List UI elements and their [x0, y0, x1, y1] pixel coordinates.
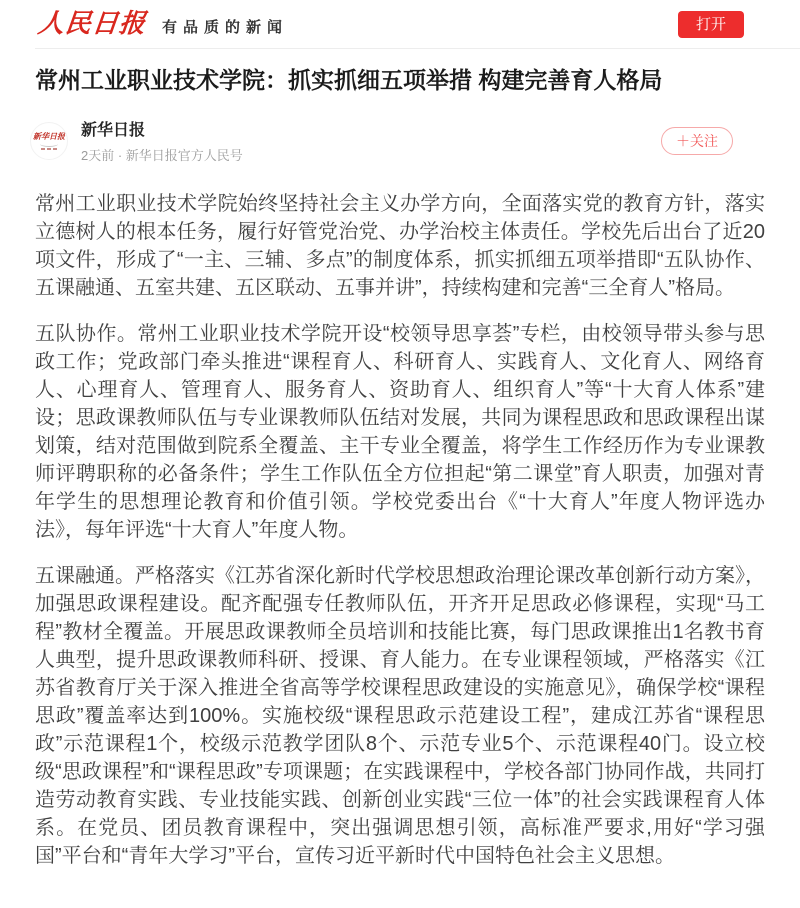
header-divider [35, 48, 800, 49]
article-paragraph-1: 常州工业职业技术学院始终坚持社会主义办学方向，全面落实党的教育方针，落实立德树人的根本任务，履行好管党治党、办学治校主体责任。学校先后出台了近20项文件，形成了“一主、三辅、多点”的制度体系，抓实抓细五项举措即“五队协作、五课融通、五室共建、五区联动、五事并讲”，持续构建和完善“三全育人”格局。 [35, 193, 765, 299]
author-meta: 2天前 · 新华日报官方人民号 [81, 148, 243, 163]
author-info [81, 117, 243, 164]
article-title: 常州工业职业技术学院：抓实抓细五项举措 构建完善育人格局 [35, 67, 663, 93]
peoples-daily-logo[interactable]: 人民日报 [36, 9, 148, 39]
avatar-dots-decoration [41, 148, 57, 150]
avatar-masthead-text: 新华日报 [33, 130, 65, 141]
article-body [0, 170, 800, 908]
brand-tagline: 有品质的新闻 [162, 19, 289, 36]
author-name[interactable]: 新华日报 [81, 122, 146, 139]
author-row [0, 111, 800, 170]
follow-button[interactable]: ＋关注 [661, 127, 733, 155]
top-app-banner [0, 0, 800, 48]
article-paragraph-3: 五课融通。严格落实《江苏省深化新时代学校思想政治理论课改革创新行动方案》，加强思政课程建设。配齐配强专任教师队伍，开齐开足思政必修课程，实现“马工程”教材全覆盖。开展思政课教师全员培训和技能比赛，每门思政课推出1名教书育人典型，提升思政课教师科研、授课、育人能力。在专业课程领域，严格落实《江苏省教育厅关于深入推进全省高等学校课程思政建设的实施意见》，确保学校“课程思政”覆盖率达到100%。实施校级“课程思政示范建设工程”，建成江苏省“课程思政”示范课程1个，校级示范教学团队8个、示范专业5个、示范课程40门。设立校级“思政课程”和“课程思政”专项课题；在实践课程中，学校各部门协同作战，共同打造劳动教育实践、专业技能实践、创新创业实践“三位一体”的社会实践课程育人体系。在党员、团员教育课程中，突出强调思想引领，高标准严要求,用好“学习强国”平台和“青年大学习”平台，宣传习近平新时代中国特色社会主义思想。 [35, 565, 765, 867]
article-paragraph-2: 五队协作。常州工业职业技术学院开设“校领导思享荟”专栏，由校领导带头参与思政工作；党政部门牵头推进“课程育人、科研育人、实践育人、文化育人、网络育人、心理育人、管理育人、服务育人、资助育人、组织育人”等“十大育人体系”建设；思政课教师队伍与专业课教师队伍结对发展，共同为课程思政和思政课程出谋划策，结对范围做到院系全覆盖、主干专业全覆盖，将学生工作经历作为专业课教师评聘职称的必备条件；学生工作队伍全方位担起“第二课堂”育人职责，加强对青年学生的思想理论教育和价值引领。学校党委出台《“十大育人”年度人物评选办法》，每年评选“十大育人”年度人物。 [35, 323, 765, 541]
xinhua-daily-avatar[interactable] [30, 122, 68, 160]
avatar-arc-decoration [40, 141, 58, 147]
peoples-daily-brand[interactable] [38, 11, 288, 37]
open-app-button[interactable]: 打开 [678, 11, 744, 38]
